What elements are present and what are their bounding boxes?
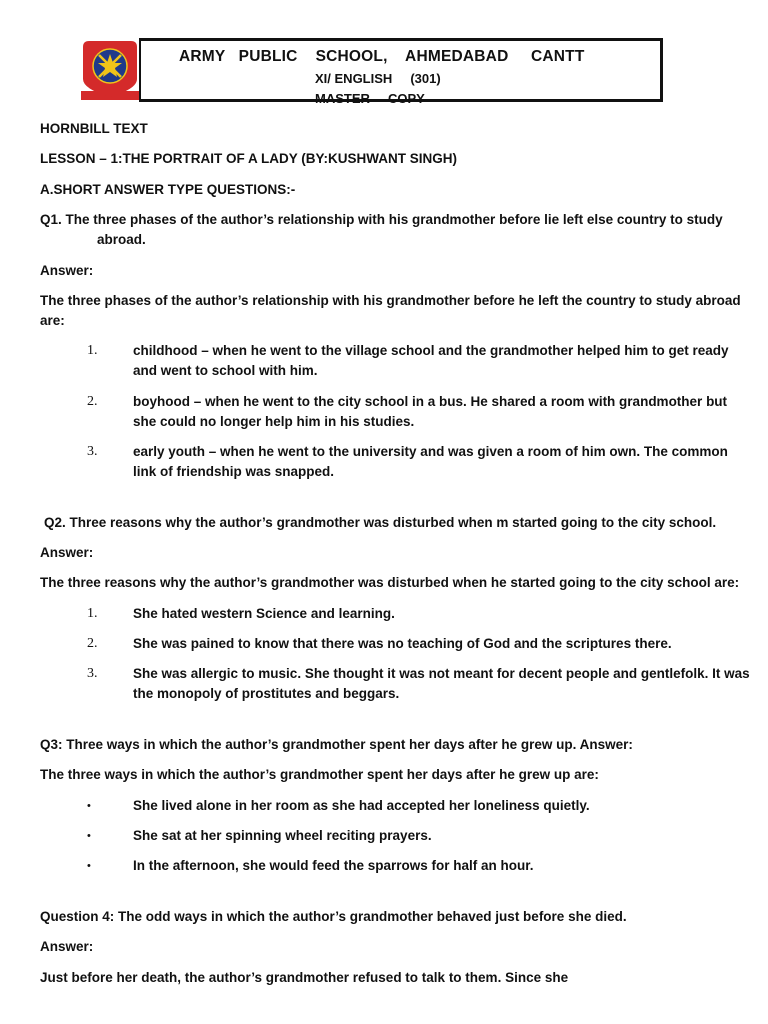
question-2: Q2. Three reasons why the author’s grandmother was disturbed when m started going to the city school. (44, 514, 717, 530)
question-4: Question 4: The odd ways in which the author’s grandmother behaved just before she died. (40, 908, 627, 924)
item-number: 2. (87, 393, 98, 409)
school-name: ARMY PUBLIC SCHOOL, AHMEDABAD CANTT (179, 48, 585, 65)
item-number: 3. (87, 666, 98, 682)
question-1: Q1. The three phases of the author’s relationship with his grandmother before lie left else country to study abroad. (40, 212, 723, 248)
answer-label: Answer: (40, 262, 94, 278)
answer-intro: The three reasons why the author’s grandmother was disturbed when he started going to the city school are: (40, 575, 740, 591)
item-text: early youth – when he went to the university and was given a room of him own. The common link of friendship was snapped. (133, 444, 728, 480)
copy-type: MASTER COPY (315, 91, 425, 106)
item-text: She sat at her spinning wheel reciting prayers. (133, 828, 432, 844)
answer-intro: The three phases of the author’s relationship with his grandmother before he left the country to study abroad are: (40, 292, 741, 328)
item-text: She hated western Science and learning. (133, 605, 395, 621)
item-text: She was allergic to music. She thought it was not meant for decent people and gentlefolk. It was the monopoly of prostitutes and beggars. (133, 666, 750, 702)
item-number: 2. (87, 636, 98, 652)
item-text: childhood – when he went to the village school and the grandmother helped him to get ready and went to school with him. (133, 343, 729, 379)
list-item (40, 341, 750, 381)
answer-text: Just before her death, the author’s grandmother refused to talk to them. Since she (40, 969, 569, 985)
textbook-title: HORNBILL TEXT (40, 121, 148, 136)
item-number: 3. (87, 444, 98, 460)
item-text: She lived alone in her room as she had accepted her loneliness quietly. (133, 797, 590, 813)
item-text: She was pained to know that there was no teaching of God and the scriptures there. (133, 636, 672, 652)
list-item (40, 442, 750, 482)
header-box (139, 38, 663, 106)
question-3: Q3: Three ways in which the author’s grandmother spent her days after he grew up. Answer: (40, 736, 633, 752)
item-number: 1. (87, 343, 98, 359)
bullet-icon: • (87, 830, 91, 843)
answer-label: Answer: (40, 544, 94, 560)
document-body (40, 119, 750, 998)
answer-label: Answer: (40, 939, 94, 955)
class-subject: XI/ ENGLISH (301) (315, 71, 441, 86)
list-item (40, 634, 750, 654)
list-item (40, 392, 750, 432)
item-number: 1. (87, 605, 98, 621)
list-item (40, 604, 750, 624)
lesson-title: LESSON – 1:THE PORTRAIT OF A LADY (BY:KUSHWANT SINGH) (40, 151, 458, 167)
answer-intro: The three ways in which the author’s grandmother spent her days after he grew up are: (40, 767, 599, 783)
section-title: A.SHORT ANSWER TYPE QUESTIONS:- (40, 181, 296, 197)
list-item (40, 664, 750, 704)
bullet-icon: • (87, 799, 91, 812)
bullet-icon: • (87, 860, 91, 873)
item-text: boyhood – when he went to the city school in a bus. He shared a room with grandmother but she could no longer help him in his studies. (133, 393, 728, 429)
bullet-item (40, 826, 750, 846)
bullet-item (40, 856, 750, 876)
school-logo (79, 39, 141, 101)
item-text: In the afternoon, she would feed the sparrows for half an hour. (133, 858, 534, 874)
bullet-item (40, 796, 750, 816)
